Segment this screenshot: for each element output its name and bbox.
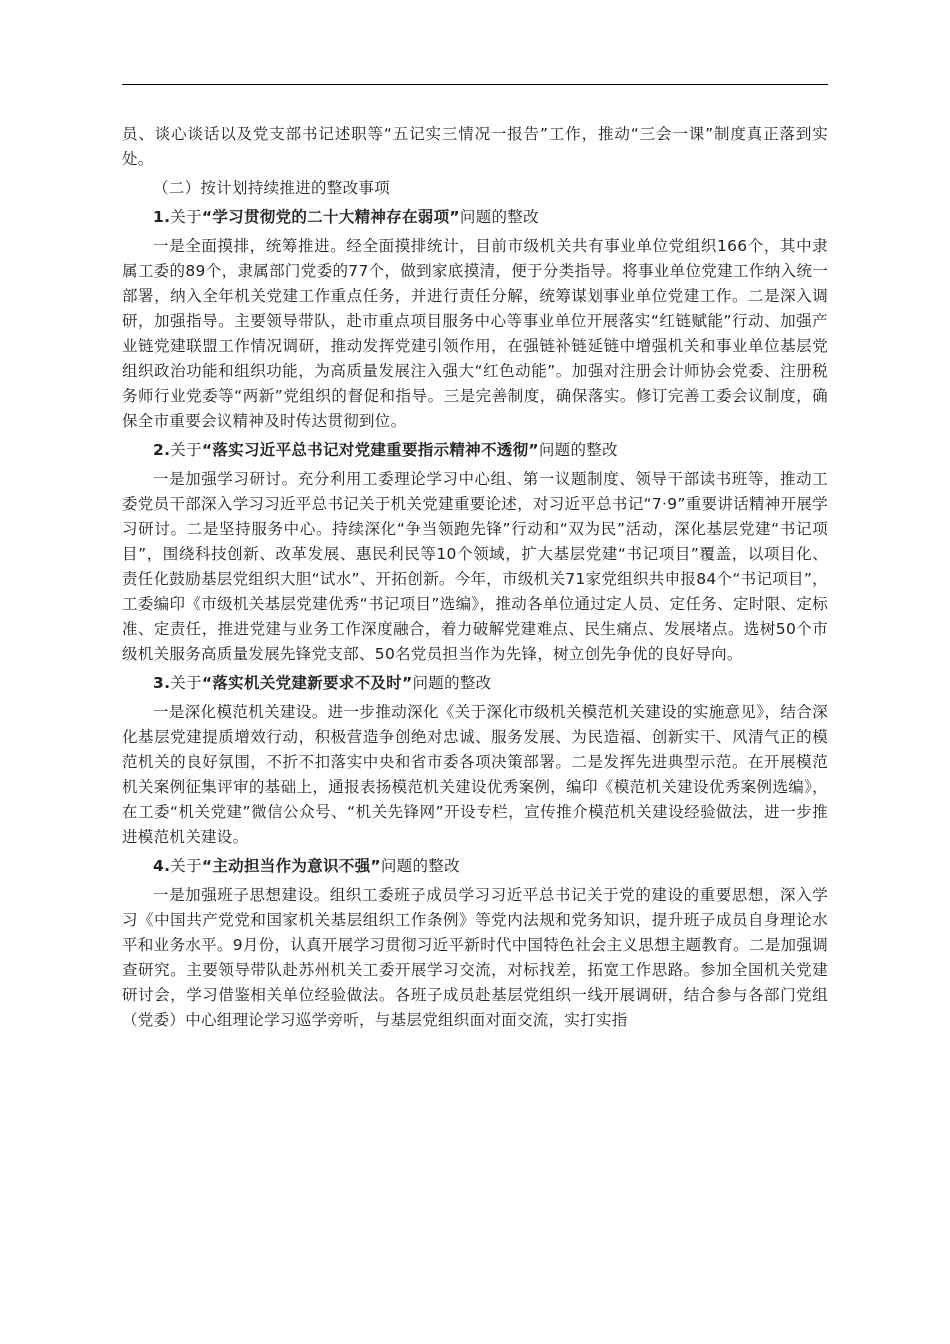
item-body-1: 一是全面摸排，统筹推进。经全面摸排统计，目前市级机关共有事业单位党组织166个，其中隶属工委的89个，隶属部门党委的77个，做到家底摸清，便于分类指导。将事业单位党建工作纳入统一部署，纳入全年机关党建工作重点任务，并进行责任分解，统筹谋划事业单位党建工作。二是深入调研，加强指导。主要领导带队，赴市重点项目服务中心等事业单位开展落实“红链赋能”行动、加强产业链党建联盟工作情况调研，推动发挥党建引领作用，在强链补链延链中增强机关和事业单位基层党组织政治功能和组织功能，为高质量发展注入强大“红色动能”。加强对注册会计师协会党委、注册税务师行业党委等“两新”党组织的督促和指导。三是完善制度，确保落实。修订完善工委会议制度，确保全市重要会议精神及时传达贯彻到位。 <box>122 237 828 430</box>
section-heading: （二）按计划持续推进的整改事项 <box>153 179 391 197</box>
item-heading-2: 2.关于“落实习近平总书记对党建重要指示精神不透彻”问题的整改 <box>153 441 618 459</box>
item-heading-1: 1.关于“学习贯彻党的二十大精神存在弱项”问题的整改 <box>153 208 539 226</box>
item-heading-3: 3.关于“落实机关党建新要求不及时”问题的整改 <box>153 674 492 692</box>
item-body-2: 一是加强学习研讨。充分利用工委理论学习中心组、第一议题制度、领导干部读书班等，推动工委党员干部深入学习习近平总书记关于机关党建重要论述，对习近平总书记“7·9”重要讲话精神开展学习研讨。二是坚持服务中心。持续深化“争当领跑先锋”行动和“双为民”活动，深化基层党建“书记项目”，围绕科技创新、改革发展、惠民利民等10个领域，扩大基层党建“书记项目”覆盖，以项目化、责任化鼓励基层党组织大胆“试水”、开拓创新。今年，市级机关71家党组织共申报84个“书记项目”，工委编印《市级机关基层党建优秀“书记项目”选编》，推动各单位通过定人员、定任务、定时限、定标准、定责任，推进党建与业务工作深度融合，着力破解党建难点、民生痛点、发展堵点。选树50个市级机关服务高质量发展先锋党支部、50名党员担当作为先锋，树立创先争优的良好导向。 <box>122 470 828 663</box>
header-rule <box>122 84 828 85</box>
document-body <box>122 122 828 1037</box>
item-body-3: 一是深化模范机关建设。进一步推动深化《关于深化市级机关模范机关建设的实施意见》，结合深化基层党建提质增效行动，积极营造争创绝对忠诚、服务发展、为民造福、创新实干、风清气正的模范机关的良好氛围，不折不扣落实中央和省市委各项决策部署。二是发挥先进典型示范。在开展模范机关案例征集评审的基础上，通报表扬模范机关建设优秀案例，编印《模范机关建设优秀案例选编》，在工委“机关党建”微信公众号、“机关先锋网”开设专栏，宣传推介模范机关建设经验做法，进一步推进模范机关建设。 <box>122 703 828 846</box>
item-body-4: 一是加强班子思想建设。组织工委班子成员学习习近平总书记关于党的建设的重要思想，深入学习《中国共产党党和国家机关基层组织工作条例》等党内法规和党务知识，提升班子成员自身理论水平和业务水平。9月份，认真开展学习贯彻习近平新时代中国特色社会主义思想主题教育。二是加强调查研究。主要领导带队赴苏州机关工委开展学习交流，对标找差，拓宽工作思路。参加全国机关党建研讨会，学习借鉴相关单位经验做法。各班子成员赴基层党组织一线开展调研，结合参与各部门党组（党委）中心组理论学习巡学旁听，与基层党组织面对面交流，实打实指 <box>122 886 828 1029</box>
paragraph-continued: 员、谈心谈话以及党支部书记述职等“五记实三情况一报告”工作，推动“三会一课”制度真正落到实处。 <box>122 125 828 168</box>
item-heading-4: 4.关于“主动担当作为意识不强”问题的整改 <box>153 857 460 875</box>
